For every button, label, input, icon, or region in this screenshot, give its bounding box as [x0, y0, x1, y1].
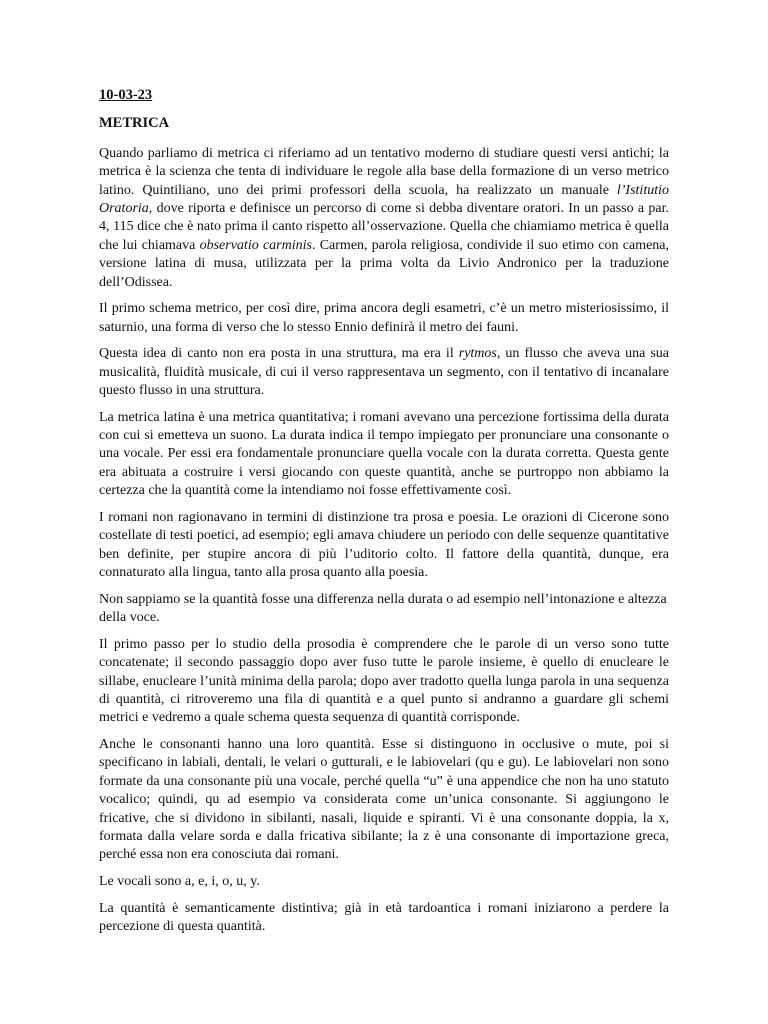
- paragraph-text: Questa idea di canto non era posta in una struttura, ma era il: [99, 346, 459, 362]
- paragraph-text: Quando parliamo di metrica ci riferiamo ad un tentativo moderno di studiare questi versi antichi; la metrica è la scienza che tenta di individuare le regole alla base della formazione di un verso metrico latino. Quintiliano, uno dei primi professori della scuola, ha realizzato un manuale: [99, 145, 669, 198]
- paragraph-6: Non sappiamo se la quantità fosse una differenza nella durata o ad esempio nell’intonazione e altezza della voce.: [99, 591, 667, 626]
- italic-latin-term: observatio carminis: [199, 237, 312, 253]
- paragraph-1: [99, 145, 669, 292]
- document-date: 10-03-23: [99, 87, 153, 103]
- paragraph-4: La metrica latina è una metrica quantitativa; i romani avevano una percezione fortissima della durata con cui si emetteva un suono. La durata indica il tempo impiegato per pronunciare una consonante o una vocale. Per essi era fondamentale pronunciare quella vocale con la durata corretta. Questa gente era abituata a costruire i versi giocando con queste quantità, anche se purtroppo non abbiamo la certezza che la quantità come la intendiamo noi fosse effettivamente così.: [99, 409, 669, 499]
- paragraph-text: , dove riporta e definisce un percorso di come si debba diventare oratori. In un passo a par. 4, 115 dice che è nato prima il canto rispetto all’osservazione. Quella che chiamiamo metrica è quella che lui chiamava: [99, 201, 669, 253]
- document-body: [99, 86, 669, 945]
- document-title: METRICA: [99, 115, 170, 132]
- paragraph-2: Il primo schema metrico, per così dire, prima ancora degli esametri, c’è un metro misteriosissimo, il saturnio, una forma di verso che lo stesso Ennio definirà il metro dei fauni.: [99, 301, 669, 335]
- italic-term: rytmos: [458, 346, 497, 362]
- paragraph-text: . Carmen, parola religiosa, condivide il suo etimo con camena, versione latina di musa, utilizzata per la prima volta da Livio Andronico per la traduzione dell’Odissea.: [99, 237, 670, 290]
- paragraph-9: Le vocali sono a, e, i, o, u, y.: [99, 873, 260, 889]
- paragraph-text: , un flusso che aveva una sua musicalità, fluidità musicale, di cui il verso rappresentava un segmento, con il tentativo di incanalare questo flusso in una struttura.: [99, 346, 669, 399]
- paragraph-7: Il primo passo per lo studio della prosodia è comprendere che le parole di un verso sono tutte concatenate; il secondo passaggio dopo aver fuso tutte le parole insieme, è quello di enucleare le sillabe, enucleare l’unità minima della parola; dopo aver tradotto quella lunga parola in una sequenza di quantità, ci ritroveremo una fila di quantità e a quel punto si andranno a guardare gli schemi metrici e vedremo a quale schema questa sequenza di quantità corrisponde.: [99, 636, 669, 726]
- paragraph-3: [99, 345, 669, 400]
- italic-work-title: l’Istitutio Oratoria: [99, 182, 669, 217]
- paragraph-8: Anche le consonanti hanno una loro quantità. Esse si distinguono in occlusive o mute, poi si specificano in labiali, dentali, le velari o gutturali, e le labiovelari (qu e gu). Le labiovelari non sono formate da una consonante più una vocale, perché quella “u” è una appendice che non ha uno statuto vocalico; quindi, qu ad esempio va considerata come un’unica consonante. Si aggiungono le fricative, che si dividono in sibilanti, nasali, liquide e spiranti. Vi è una consonante doppia, la x, formata dalla velare sorda e dalla fricativa sibilante; la z è una consonante di importazione greca, perché essa non era conosciuta dai romani.: [99, 736, 669, 863]
- paragraph-5: I romani non ragionavano in termini di distinzione tra prosa e poesia. Le orazioni di Cicerone sono costellate di testi poetici, ad esempio; egli amava chiudere un periodo con delle sequenze quantitative ben definite, per stupire ancora di più l’uditorio colto. Il fattore della quantità, dunque, era connaturato alla lingua, tanto alla prosa quanto alla poesia.: [99, 509, 669, 581]
- paragraph-10: La quantità è semanticamente distintiva; già in età tardoantica i romani iniziarono a perdere la percezione di questa quantità.: [99, 900, 669, 934]
